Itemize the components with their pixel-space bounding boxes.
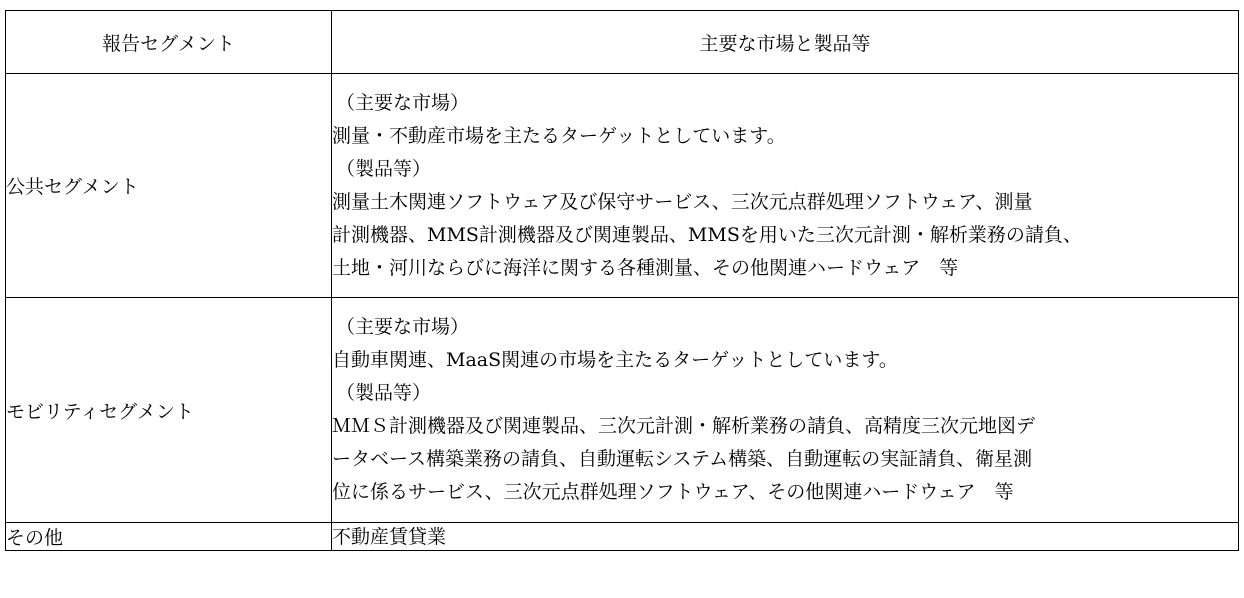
products-heading: （製品等）	[336, 382, 432, 404]
header-market: 主要な市場と製品等	[332, 11, 1239, 74]
segment-description	[332, 523, 1239, 551]
table-header-row	[6, 11, 1239, 74]
products-heading: （製品等）	[336, 157, 432, 180]
products-line: 位に係るサービス、三次元点群処理ソフトウェア、その他関連ハードウェア 等	[332, 481, 1014, 503]
market-heading: （主要な市場）	[336, 316, 470, 338]
products-line: 計測機器、MMS計測機器及び関連製品、MMSを用いた三次元計測・解析業務の請負、	[332, 223, 1082, 246]
products-line: ＭＭＳ計測機器及び関連製品、三次元計測・解析業務の請負、高精度三次元地図デ	[332, 415, 1036, 437]
table-row	[6, 74, 1239, 298]
table-row	[6, 523, 1239, 551]
segment-name: その他	[6, 523, 332, 551]
header-segment: 報告セグメント	[6, 11, 332, 74]
table-row	[6, 298, 1239, 523]
segment-description	[332, 74, 1239, 298]
products-line: 測量土木関連ソフトウェア及び保守サービス、三次元点群処理ソフトウェア、測量	[332, 190, 1033, 213]
products-line: 土地・河川ならびに海洋に関する各種測量、その他関連ハードウェア 等	[332, 256, 959, 279]
market-text: 自動車関連、MaaS関連の市場を主たるターゲットとしています。	[332, 349, 898, 371]
segment-name: 公共セグメント	[6, 74, 332, 298]
products-line: ータベース構築業務の請負、自動運転システム構築、自動運転の実証請負、衛星測	[332, 448, 1033, 470]
market-heading: （主要な市場）	[336, 91, 470, 114]
market-text: 測量・不動産市場を主たるターゲットとしています。	[332, 124, 786, 147]
segment-description	[332, 298, 1239, 523]
segment-table	[5, 10, 1239, 551]
segment-name: モビリティセグメント	[6, 298, 332, 523]
market-text: 不動産賃貸業	[332, 525, 447, 548]
